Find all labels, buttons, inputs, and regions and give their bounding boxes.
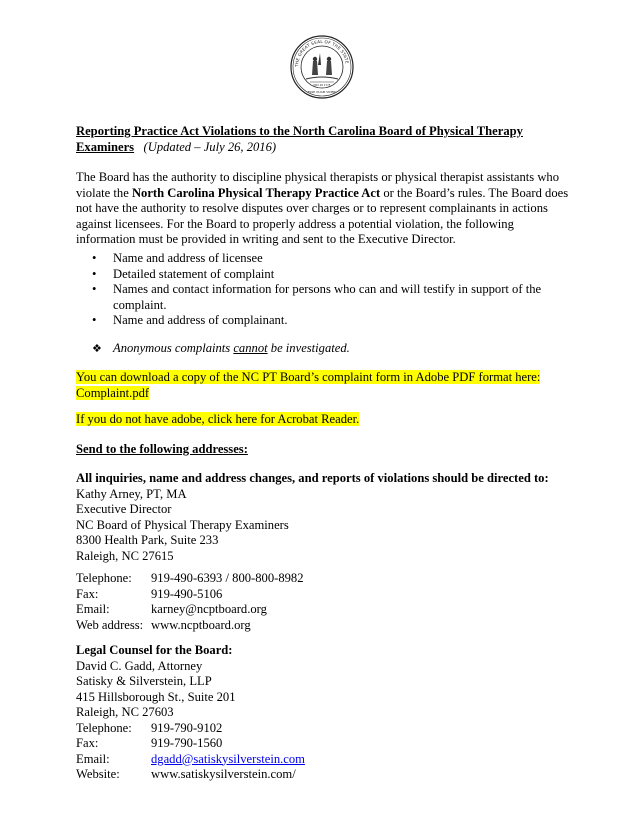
cannot-emphasis: cannot (233, 341, 268, 355)
bullet-icon: • (92, 251, 97, 265)
list-item (76, 313, 576, 329)
intro-text-2: or the Board’s rules. The Board does not have the authority to resolve disputes over charges or to represent complainants in actions against licensees. For the Board to properly address a potential violation, the following information must be provided in writing and sent to the Executive Director. (76, 185, 569, 246)
download-section (76, 370, 576, 401)
contact-label: Web address: (76, 617, 144, 632)
address-line: David C. Gadd, Attorney (76, 658, 203, 673)
title-text: Reporting Practice Act Violations to the North Carolina Board of Physical Therapy Examiners (76, 124, 523, 154)
list-item (76, 282, 576, 313)
address-line: Raleigh, NC 27603 (76, 705, 174, 719)
address-line: Satisky & Silverstein, LLP (76, 674, 212, 688)
contact-row (76, 618, 576, 634)
practice-act-name: North Carolina Physical Therapy Practice Act (131, 185, 381, 200)
download-text: You can download a copy of the NC PT Board’s complaint form in Adobe PDF format here: (76, 370, 541, 384)
counsel-heading: Legal Counsel for the Board: (76, 643, 233, 657)
address-line: Raleigh, NC 27615 (76, 548, 174, 563)
contact-label: Fax: (76, 586, 99, 601)
contact-row (76, 736, 576, 752)
address-line: Executive Director (76, 502, 172, 516)
inquiries-heading: All inquiries, name and address changes, and reports of violations should be directed to: (76, 471, 549, 485)
board-contacts (76, 571, 576, 633)
contact-row (76, 721, 576, 737)
anonymous-note (76, 341, 576, 357)
complaint-pdf-link[interactable]: Complaint.pdf (76, 385, 150, 400)
contact-label: Email: (76, 751, 110, 766)
svg-text:MAY 20 1775: MAY 20 1775 (313, 84, 331, 87)
contact-value: www.ncptboard.org (151, 617, 251, 632)
bullet-icon: • (92, 313, 97, 327)
svg-text:THE GREAT SEAL OF THE STATE OF: THE GREAT SEAL OF THE STATE (293, 38, 350, 68)
address-line: 415 Hillsborough St., Suite 201 (76, 689, 236, 704)
contact-label: Fax: (76, 736, 99, 750)
contact-value: 919-490-6393 / 800-800-8982 (151, 571, 304, 585)
list-item-text: Detailed statement of complaint (113, 266, 275, 281)
bullet-icon: • (92, 266, 97, 281)
anonymous-text-1: Anonymous complaints (113, 341, 234, 355)
list-item-text: Names and contact information for persons who can and will testify in support of the complaint. (113, 282, 542, 312)
contact-row (76, 752, 576, 768)
contact-row (76, 571, 576, 587)
contact-value: 919-490-5106 (151, 586, 223, 601)
contact-label: Email: (76, 602, 110, 616)
address-line: NC Board of Physical Therapy Examiners (76, 517, 289, 532)
send-heading-text: Send to the following addresses: (76, 442, 248, 456)
intro-text-1: The Board has the authority to discipline physical therapists or physical therapist assistants who violate the (76, 170, 560, 200)
diamond-bullet-icon: ❖ (92, 342, 102, 355)
state-seal-logo (290, 35, 354, 99)
list-item (76, 251, 576, 267)
contact-value: www.satiskysilverstein.com/ (151, 767, 296, 781)
contact-value: karney@ncptboard.org (151, 602, 267, 616)
svg-text:ESSE QUAM VIDERI: ESSE QUAM VIDERI (307, 90, 337, 94)
send-heading (76, 442, 576, 458)
intro-paragraph (76, 170, 576, 248)
email-link[interactable]: dgadd@satiskysilverstein.com (151, 751, 305, 766)
list-item (76, 267, 576, 283)
updated-date: (Updated – July 26, 2016) (143, 139, 277, 154)
contact-row (76, 602, 576, 618)
contact-label: Telephone: (76, 571, 132, 585)
contact-value: 919-790-9102 (151, 720, 223, 735)
contact-label: Website: (76, 767, 120, 781)
list-item-text: Name and address of complainant. (113, 313, 288, 327)
contact-label: Telephone: (76, 720, 132, 735)
acrobat-note (76, 412, 576, 428)
list-item-text: Name and address of licensee (113, 251, 263, 265)
contact-row (76, 587, 576, 603)
contact-row (76, 767, 576, 783)
required-info-list (76, 251, 576, 329)
address-line: 8300 Health Park, Suite 233 (76, 533, 219, 547)
executive-director-address (76, 471, 576, 564)
bullet-icon: • (92, 282, 97, 296)
legal-counsel-address (76, 643, 576, 783)
page-title (76, 124, 576, 155)
anonymous-text-2: be investigated. (267, 341, 350, 355)
acrobat-reader-link[interactable]: If you do not have adobe, click here for Acrobat Reader. (76, 412, 360, 426)
address-line: Kathy Arney, PT, MA (76, 486, 187, 501)
contact-value: 919-790-1560 (151, 736, 223, 750)
